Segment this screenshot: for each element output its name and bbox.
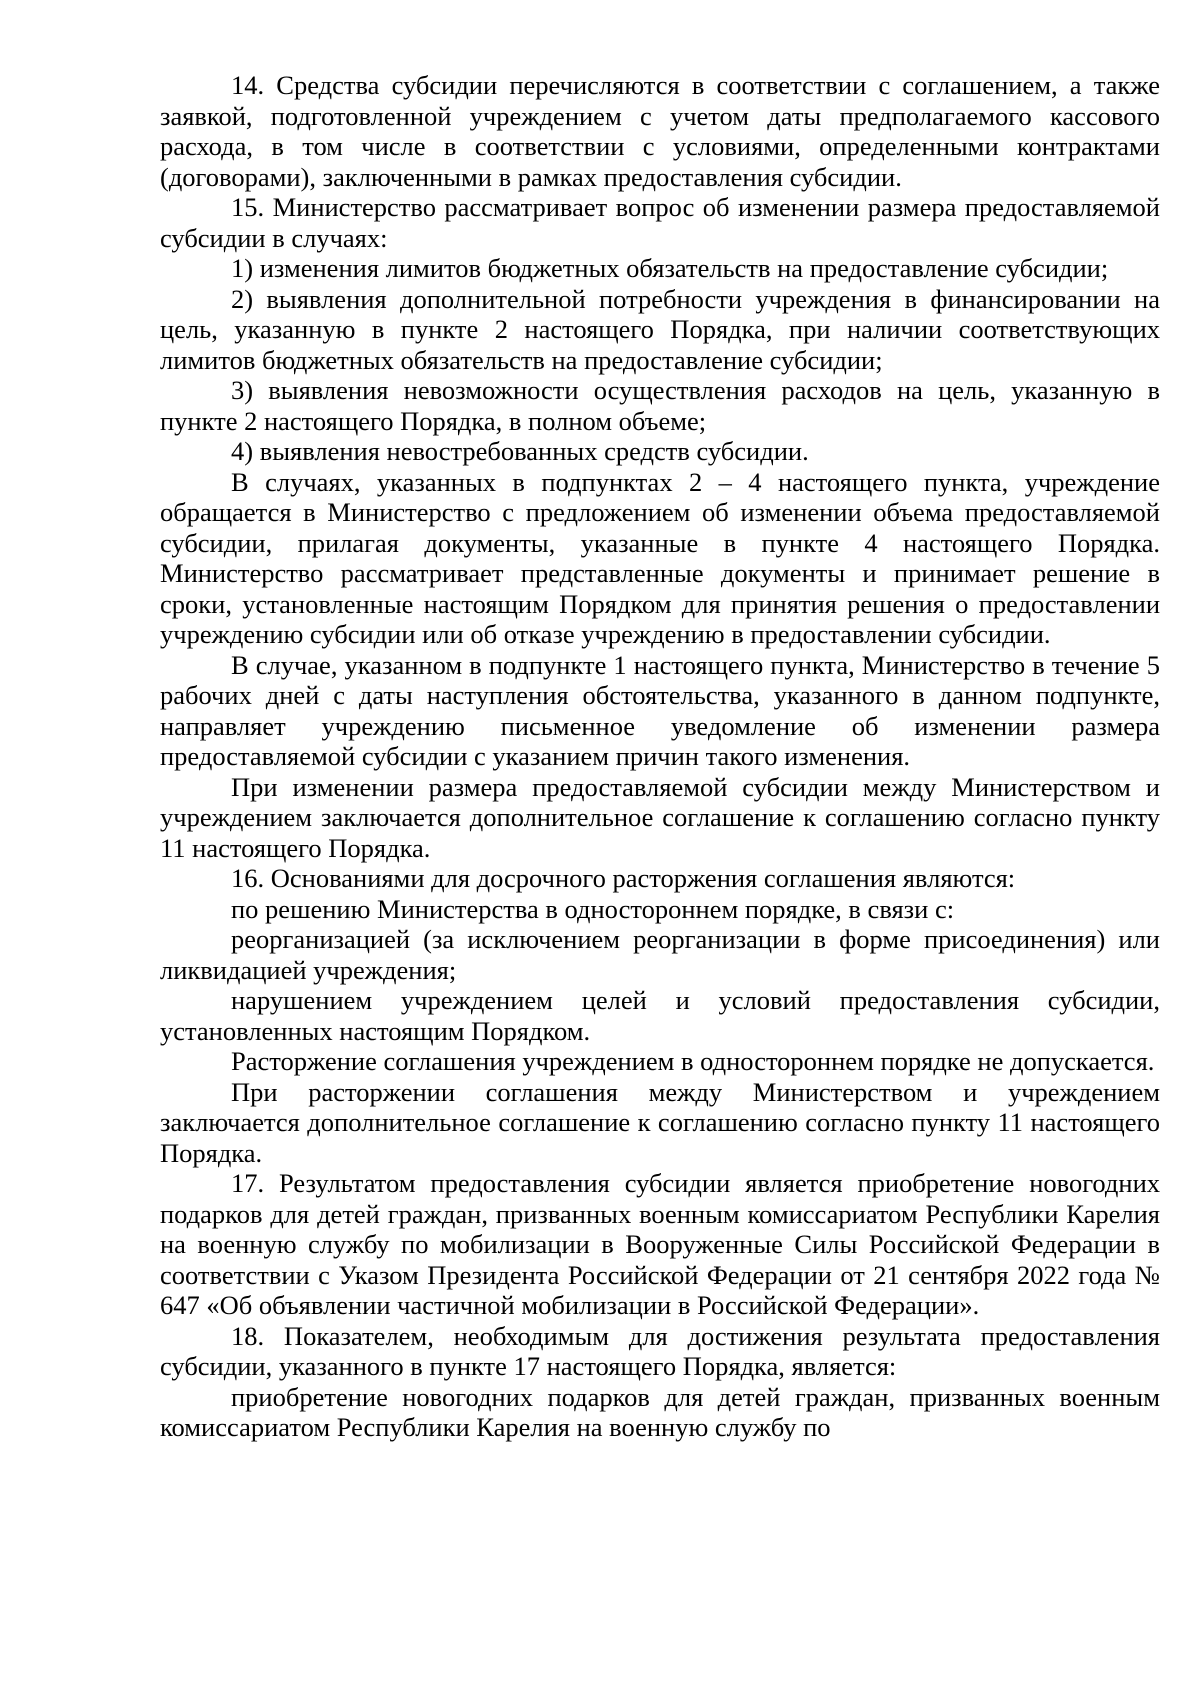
paragraph-16: 16. Основаниями для досрочного расторжения соглашения являются:: [231, 863, 1016, 893]
paragraph-16-termination-agreement: При расторжении соглашения между Министерством и учреждением заключается дополнительное соглашение к соглашению согласно пункту 11 настоящего Порядка.: [160, 1076, 1160, 1168]
paragraph-15-cases-2-4: В случаях, указанных в подпунктах 2 – 4 настоящего пункта, учреждение обращается в Министерство с предложением об изменении объема предоставляемой субсидии, прилагая документы, указанные в пункте 4 настоящего Порядка. Министерство рассматривает представленные документы и принимает решение в сроки, установленные настоящим Порядком для принятия решения о предоставлении учреждению субсидии или об отказе учреждению в предоставлении субсидии.: [160, 466, 1160, 649]
paragraph-15-item-1: 1) изменения лимитов бюджетных обязательств на предоставление субсидии;: [231, 253, 1109, 283]
paragraph-17: 17. Результатом предоставления субсидии является приобретение новогодних подарков для детей граждан, призванных военным комиссариатом Республики Карелия на военную службу по мобилизации в Вооруженные Силы Российской Федерации в соответствии с Указом Президента Российской Федерации от 21 сентября 2022 года № 647 «Об объявлении частичной мобилизации в Российской Федерации».: [160, 1168, 1160, 1320]
paragraph-18: 18. Показателем, необходимым для достижения результата предоставления субсидии, указанного в пункте 17 настоящего Порядка, является:: [160, 1320, 1160, 1381]
paragraph-16-unilateral: Расторжение соглашения учреждением в одностороннем порядке не допускается.: [231, 1046, 1155, 1076]
paragraph-14: 14. Средства субсидии перечисляются в соответствии с соглашением, а также заявкой, подготовленной учреждением с учетом даты предполагаемого кассового расхода, в том числе в соответствии с условиями, определенными контрактами (договорами), заключенными в рамках предоставления субсидии.: [160, 70, 1160, 192]
document-page: [160, 70, 1160, 1443]
paragraph-15: 15. Министерство рассматривает вопрос об изменении размера предоставляемой субсидии в случаях:: [160, 192, 1160, 253]
paragraph-16-reorganization: реорганизацией (за исключением реорганизации в форме присоединения) или ликвидацией учреждения;: [160, 924, 1160, 985]
paragraph-15-supplementary-agreement: При изменении размера предоставляемой субсидии между Министерством и учреждением заключается дополнительное соглашение к соглашению согласно пункту 11 настоящего Порядка.: [160, 771, 1160, 863]
paragraph-15-case-1: В случае, указанном в подпункте 1 настоящего пункта, Министерство в течение 5 рабочих дней с даты наступления обстоятельства, указанного в данном подпункте, направляет учреждению письменное уведомление об изменении размера предоставляемой субсидии с указанием причин такого изменения.: [160, 649, 1160, 771]
paragraph-15-item-2: 2) выявления дополнительной потребности учреждения в финансировании на цель, указанную в пункте 2 настоящего Порядка, при наличии соответствующих лимитов бюджетных обязательств на предоставление субсидии;: [160, 283, 1160, 375]
paragraph-18-indicator: приобретение новогодних подарков для детей граждан, призванных военным комиссариатом Республики Карелия на военную службу по: [160, 1381, 1160, 1442]
paragraph-15-item-4: 4) выявления невостребованных средств субсидии.: [231, 436, 809, 466]
paragraph-16-ministry-decision: по решению Министерства в одностороннем порядке, в связи с:: [231, 893, 955, 924]
paragraph-15-item-3: 3) выявления невозможности осуществления расходов на цель, указанную в пункте 2 настоящего Порядка, в полном объеме;: [160, 375, 1160, 436]
paragraph-16-violation: нарушением учреждением целей и условий предоставления субсидии, установленных настоящим Порядком.: [160, 985, 1160, 1046]
